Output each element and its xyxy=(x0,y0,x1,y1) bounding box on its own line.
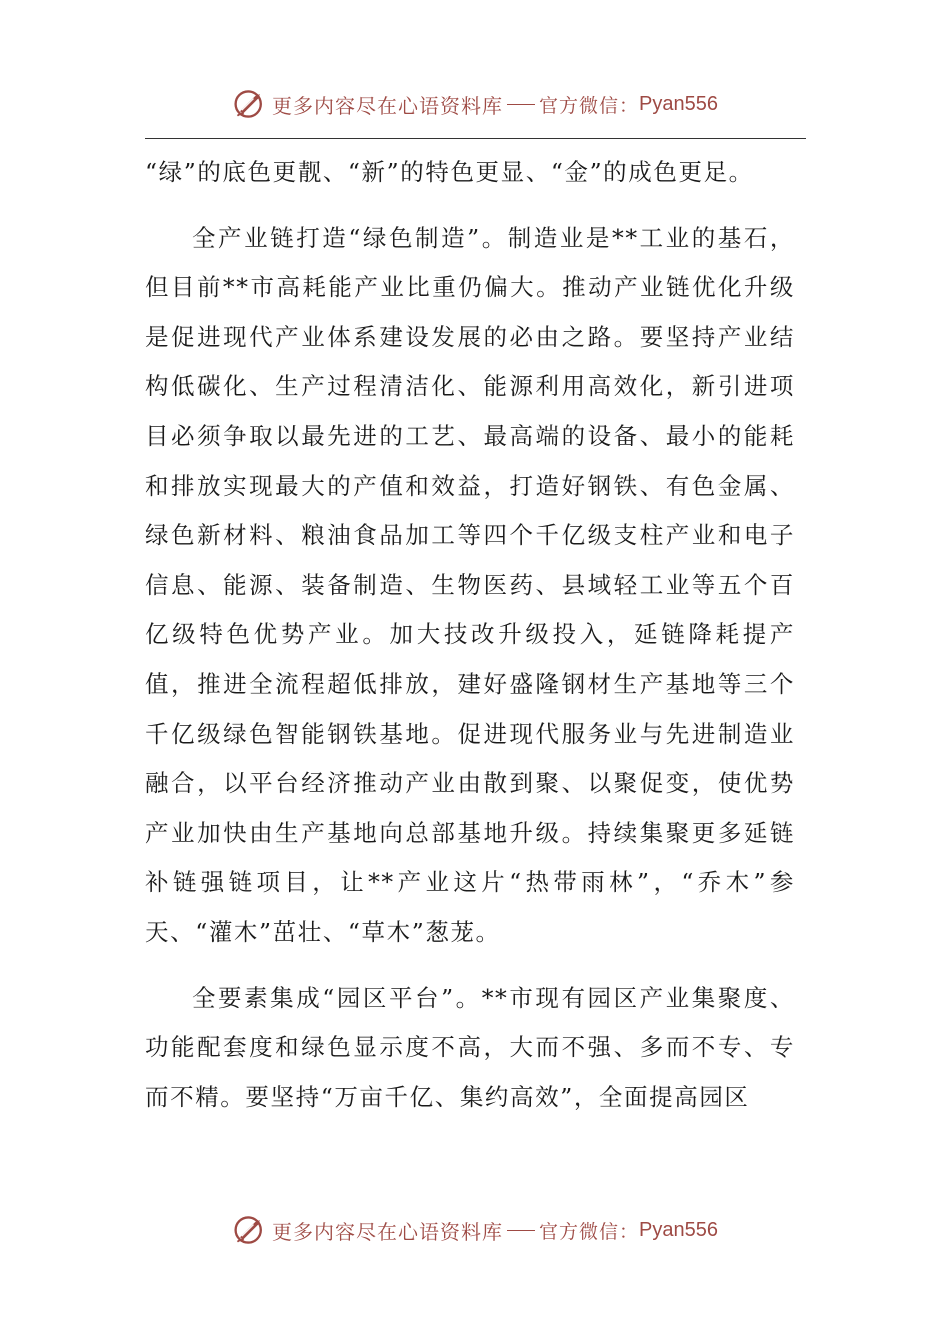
footer-dash xyxy=(507,1230,535,1231)
footer-brand-text: 更多内容尽在心语资料库 xyxy=(272,1219,503,1244)
header-dash xyxy=(507,104,535,105)
header-wechat-id: Pyan556 xyxy=(639,92,718,115)
paragraph-green-manufacturing: 全产业链打造“绿色制造”。制造业是**工业的基石，但目前**市高耗能产业比重仍偏大。推动产业链优化升级是促进现代产业体系建设发展的必由之路。要坚持产业结构低碳化、生产过程清洁化、能源利用高效化，新引进项目必须争取以最先进的工艺、最高端的设备、最小的能耗和排放实现最大的产值和效益，打造好钢铁、有色金属、绿色新材料、粮油食品加工等四个千亿级支柱产业和电子信息、能源、装备制造、生物医药、县域轻工业等五个百亿级特色优势产业。加大技改升级投入，延链降耗提产值，推进全流程超低排放，建好盛隆钢材生产基地等三个千亿级绿色智能钢铁基地。促进现代服务业与先进制造业融合，以平台经济推动产业由散到聚、以聚促变，使优势产业加快由生产基地向总部基地升级。持续集聚更多延链补链强链项目，让**产业这片“热带雨林”，“乔木”参天、“灌木”茁壮、“草木”葱茏。 xyxy=(145,223,795,946)
footer-wechat-id: Pyan556 xyxy=(639,1218,718,1241)
header-banner xyxy=(0,82,950,126)
header-official-label: 官方微信： xyxy=(539,94,640,117)
document-body xyxy=(145,148,795,1138)
paragraph-park-platform: 全要素集成“园区平台”。**市现有园区产业集聚度、功能配套度和绿色显示度不高，大而不强、多而不专、专而不精。要坚持“万亩千亿、集约高效”，全面提高园区 xyxy=(145,983,795,1111)
footer-banner xyxy=(0,1208,950,1252)
pen-logo-icon xyxy=(232,86,268,122)
pen-logo-icon xyxy=(232,1212,268,1248)
footer-official-label: 官方微信： xyxy=(539,1220,640,1243)
header-rule xyxy=(145,138,806,139)
continuation-paragraph: “绿”的底色更靓、“新”的特色更显、“金”的成色更足。 xyxy=(145,158,754,186)
header-brand-text: 更多内容尽在心语资料库 xyxy=(272,93,503,118)
